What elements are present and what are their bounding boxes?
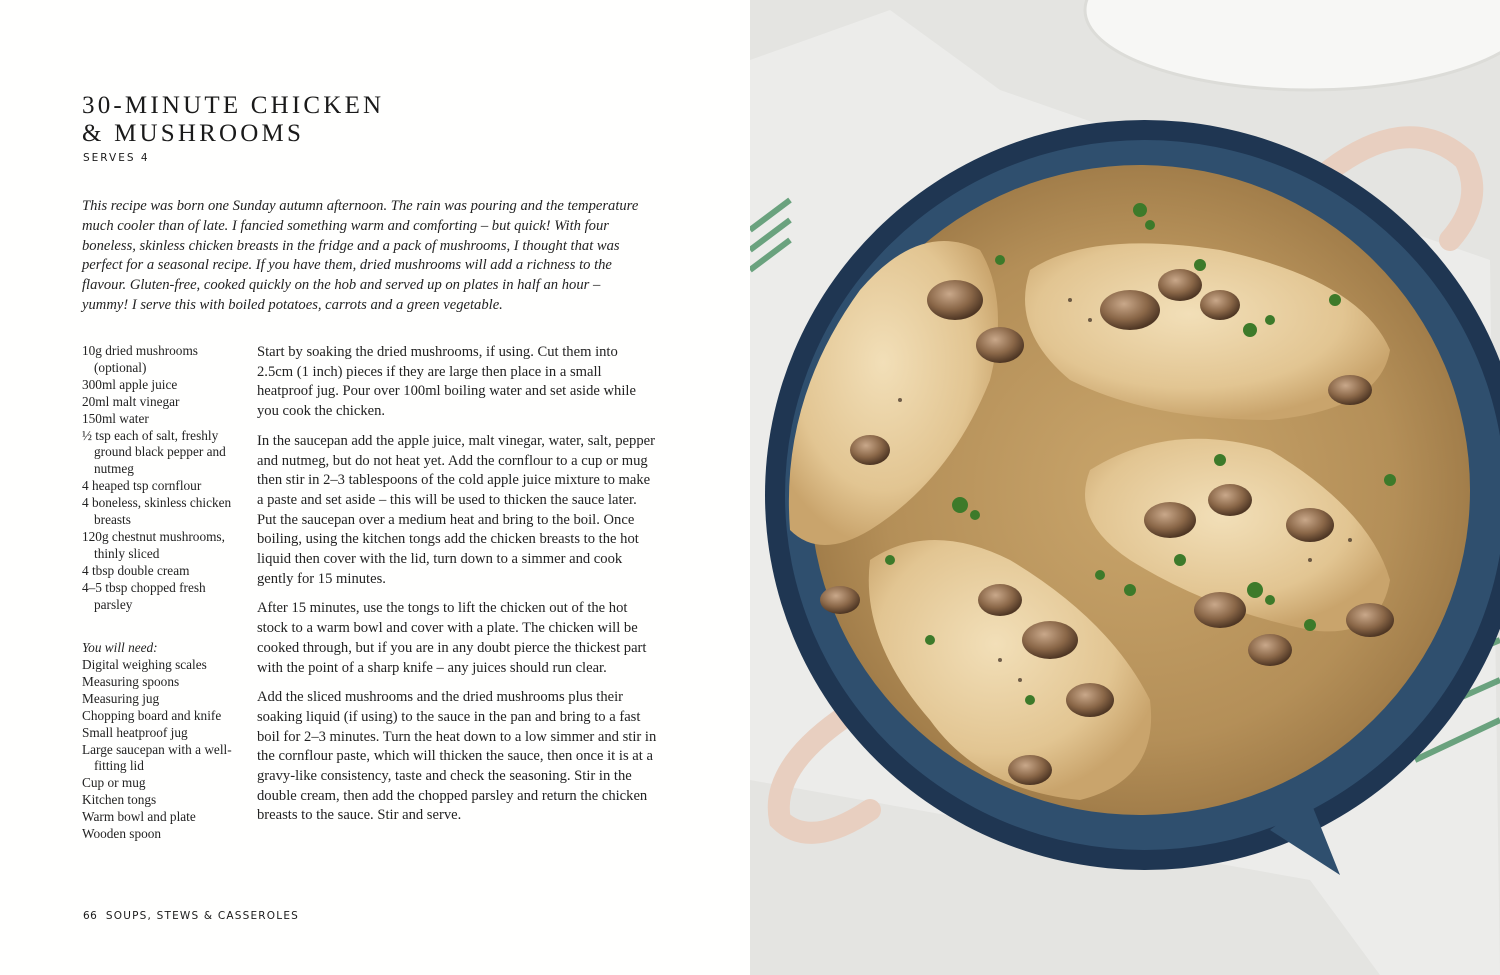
recipe-title-line-1: 30-MINUTE CHICKEN bbox=[82, 92, 385, 119]
serves-label: SERVES 4 bbox=[83, 152, 150, 164]
equipment-list bbox=[82, 657, 242, 843]
page-number: 66 bbox=[83, 910, 98, 922]
equipment-item: Digital weighing scales bbox=[82, 657, 207, 672]
section-name: SOUPS, STEWS & CASSEROLES bbox=[105, 910, 300, 922]
equipment-item: Large saucepan with a well-fitting lid bbox=[82, 741, 232, 774]
ingredient-item: ½ tsp each of salt, freshly ground black pepper and nutmeg bbox=[82, 427, 226, 477]
you-will-need-label: You will need: bbox=[82, 640, 158, 655]
ingredient-item: 120g chestnut mushrooms, thinly sliced bbox=[82, 528, 225, 561]
method-step: Add the sliced mushrooms and the dried mushrooms plus their soaking liquid (if using) to the sauce in the pan and bring to a fast boil for 2–3 minutes. Turn the heat down to a low simmer and stir in the cornflour paste, which will thicken the sauce, then once it is at a gravy-like consistency, taste and check the seasoning. Stir in the double cream, then add the chopped parsley and return the chicken breasts to the sauce. Stir and serve. bbox=[257, 689, 657, 824]
equipment-item: Warm bowl and plate bbox=[82, 809, 196, 825]
equipment-item: Wooden spoon bbox=[82, 826, 162, 842]
ingredients-list bbox=[82, 343, 242, 614]
equipment-item: Chopping board and knife bbox=[82, 707, 222, 723]
ingredient-item: 20ml malt vinegar bbox=[82, 393, 180, 409]
chicken-mushroom-pan-illustration bbox=[750, 0, 1500, 975]
ingredient-item: 4–5 tbsp chopped fresh parsley bbox=[82, 579, 206, 612]
equipment-item: Small heatproof jug bbox=[82, 724, 188, 740]
ingredient-item: 150ml water bbox=[82, 410, 149, 426]
ingredient-item: 10g dried mushrooms (optional) bbox=[82, 343, 198, 375]
page-footer bbox=[83, 910, 299, 922]
equipment-item: Kitchen tongs bbox=[82, 792, 157, 808]
equipment-item: Measuring spoons bbox=[82, 673, 180, 689]
equipment-item: Measuring jug bbox=[82, 690, 160, 706]
ingredient-item: 300ml apple juice bbox=[82, 376, 178, 392]
method-step: After 15 minutes, use the tongs to lift the chicken out of the hot stock to a warm bowl and cover with a plate. The chicken will be cooked through, but if you are in any doubt pierce the thickest part with the point of a sharp knife – any juices should run clear. bbox=[257, 600, 647, 676]
method-step: In the saucepan add the apple juice, malt vinegar, water, salt, pepper and nutmeg, but do not heat yet. Add the cornflour to a cup or mug then stir in 2–3 tablespoons of the cold apple juice mixture to make a paste and set aside – this will be used to thicken the sauce later. Put the saucepan over a medium heat and bring to the boil. Once boiling, using the kitchen tongs add the chicken breasts to the hot liquid then cover with the lid, turn down to a simmer and cook gently for 15 minutes. bbox=[257, 432, 655, 587]
recipe-title bbox=[82, 92, 384, 148]
ingredient-item: 4 boneless, skinless chicken breasts bbox=[82, 495, 232, 528]
recipe-intro: This recipe was born one Sunday autumn afternoon. The rain was pouring and the temperature much cooler than of late. I fancied something warm and comforting – but quick! With four boneless, skinless chicken breasts in the fridge and a pack of mushrooms, I thought that was perfect for a seasonal recipe. If you have them, dried mushrooms will add a richness to the flavour. Gluten-free, cooked quickly on the hob and served up on plates in half an hour – yummy! I serve this with boiled potatoes, carrots and a green vegetable. bbox=[82, 198, 639, 313]
recipe-photo bbox=[750, 0, 1500, 975]
method-step: Start by soaking the dried mushrooms, if using. Cut them into 2.5cm (1 inch) pieces if they are large then place in a small heatproof jug. Pour over 100ml boiling water and set aside while you cook the chicken. bbox=[257, 344, 636, 420]
equipment-item: Cup or mug bbox=[82, 775, 146, 791]
ingredient-item: 4 tbsp double cream bbox=[82, 562, 190, 578]
ingredient-item: 4 heaped tsp cornflour bbox=[82, 478, 202, 494]
method-section bbox=[257, 343, 657, 836]
recipe-title-line-2: & MUSHROOMS bbox=[82, 120, 305, 147]
